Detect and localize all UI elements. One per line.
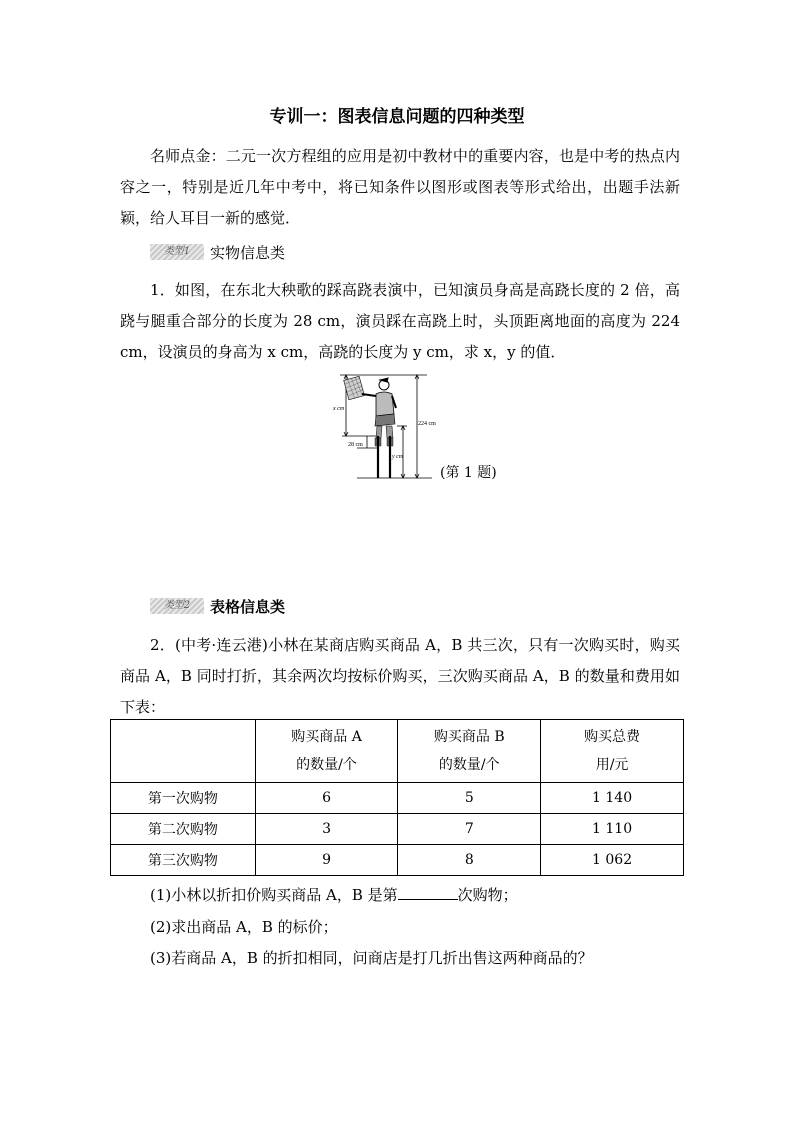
- type-badge-icon: 类型2: [150, 598, 204, 614]
- y-label: y cm: [392, 454, 404, 460]
- table-cell: 9: [255, 845, 398, 876]
- sub-question-2: (2)求出商品 A，B 的标价；: [150, 918, 338, 936]
- purchase-table: [110, 719, 684, 876]
- header-a-line2: 的数量/个: [296, 757, 357, 773]
- fan-shape: [344, 376, 366, 400]
- sub-question-3: (3)若商品 A，B 的折扣相同，问商店是打几折出售这两种商品的？: [150, 949, 593, 967]
- overlap-label: 28 cm: [348, 442, 363, 448]
- table-cell: 第二次购物: [111, 814, 256, 845]
- sub-question-1: [150, 883, 518, 907]
- table-row: [111, 783, 684, 814]
- type1-label: 实物信息类: [210, 243, 286, 262]
- question-1: 1．如图，在东北大秧歌的踩高跷表演中，已知演员身高是高跷长度的 2 倍，高跷与腿重合部分的长度为 28 cm，演员踩在高跷上时，头顶距离地面的高度为 224 cm，设演员的身高为 x cm，高跷的长度为 y cm，求 x，y 的值．: [120, 281, 680, 361]
- table-cell: 1 110: [541, 814, 684, 845]
- table-row: [111, 845, 684, 876]
- type2-label: 表格信息类: [210, 597, 286, 616]
- header-b-line1: 购买商品 B: [433, 729, 505, 745]
- table-cell: 3: [255, 814, 398, 845]
- x-label: x cm: [333, 406, 345, 412]
- table-cell: 1 140: [541, 783, 684, 814]
- page-title: 专训一：图表信息问题的四种类型: [269, 107, 525, 127]
- table-header-row: [111, 720, 684, 783]
- header-cell: [541, 720, 684, 783]
- stilt-figure: [332, 372, 442, 486]
- header-cell: [111, 720, 256, 783]
- header-cell: [255, 720, 398, 783]
- h-label: 224 cm: [418, 421, 436, 427]
- header-cell: [398, 720, 541, 783]
- table-cell: 第一次购物: [111, 783, 256, 814]
- header-a-line1: 购买商品 A: [291, 729, 362, 745]
- type2-heading: [150, 595, 285, 617]
- header-b-line2: 的数量/个: [438, 757, 500, 773]
- sub1-post: 次购物；: [457, 886, 518, 904]
- table-row: [111, 814, 684, 845]
- type1-heading: [150, 241, 285, 263]
- table-cell: 6: [255, 783, 398, 814]
- table-cell: 7: [398, 814, 541, 845]
- table-cell: 8: [398, 845, 541, 876]
- table-cell: 1 062: [541, 845, 684, 876]
- question-2: 2．(中考·连云港)小林在某商店购买商品 A，B 共三次，只有一次购买时，购买商品 A，B 同时打折，其余两次均按标价购买，三次购买商品 A，B 的数量和费用如下表：: [120, 636, 680, 716]
- intro-paragraph: 名师点金：二元一次方程组的应用是初中教材中的重要内容，也是中考的热点内容之一，特别是近几年中考中，将已知条件以图形或图表等形式给出，出题手法新颖，给人耳目一新的感觉．: [120, 147, 680, 227]
- table-cell: 5: [398, 783, 541, 814]
- answer-blank: [398, 885, 458, 900]
- header-c-line2: 用/元: [595, 757, 629, 773]
- figure-caption: (第 1 题): [440, 465, 497, 481]
- header-c-line1: 购买总费: [584, 729, 641, 745]
- stilt-walker-illustration: [332, 372, 442, 482]
- sub1-pre: (1)小林以折扣价购买商品 A，B 是第: [150, 886, 398, 904]
- type-badge-icon: 类型1: [150, 244, 204, 260]
- table-cell: 第三次购物: [111, 845, 256, 876]
